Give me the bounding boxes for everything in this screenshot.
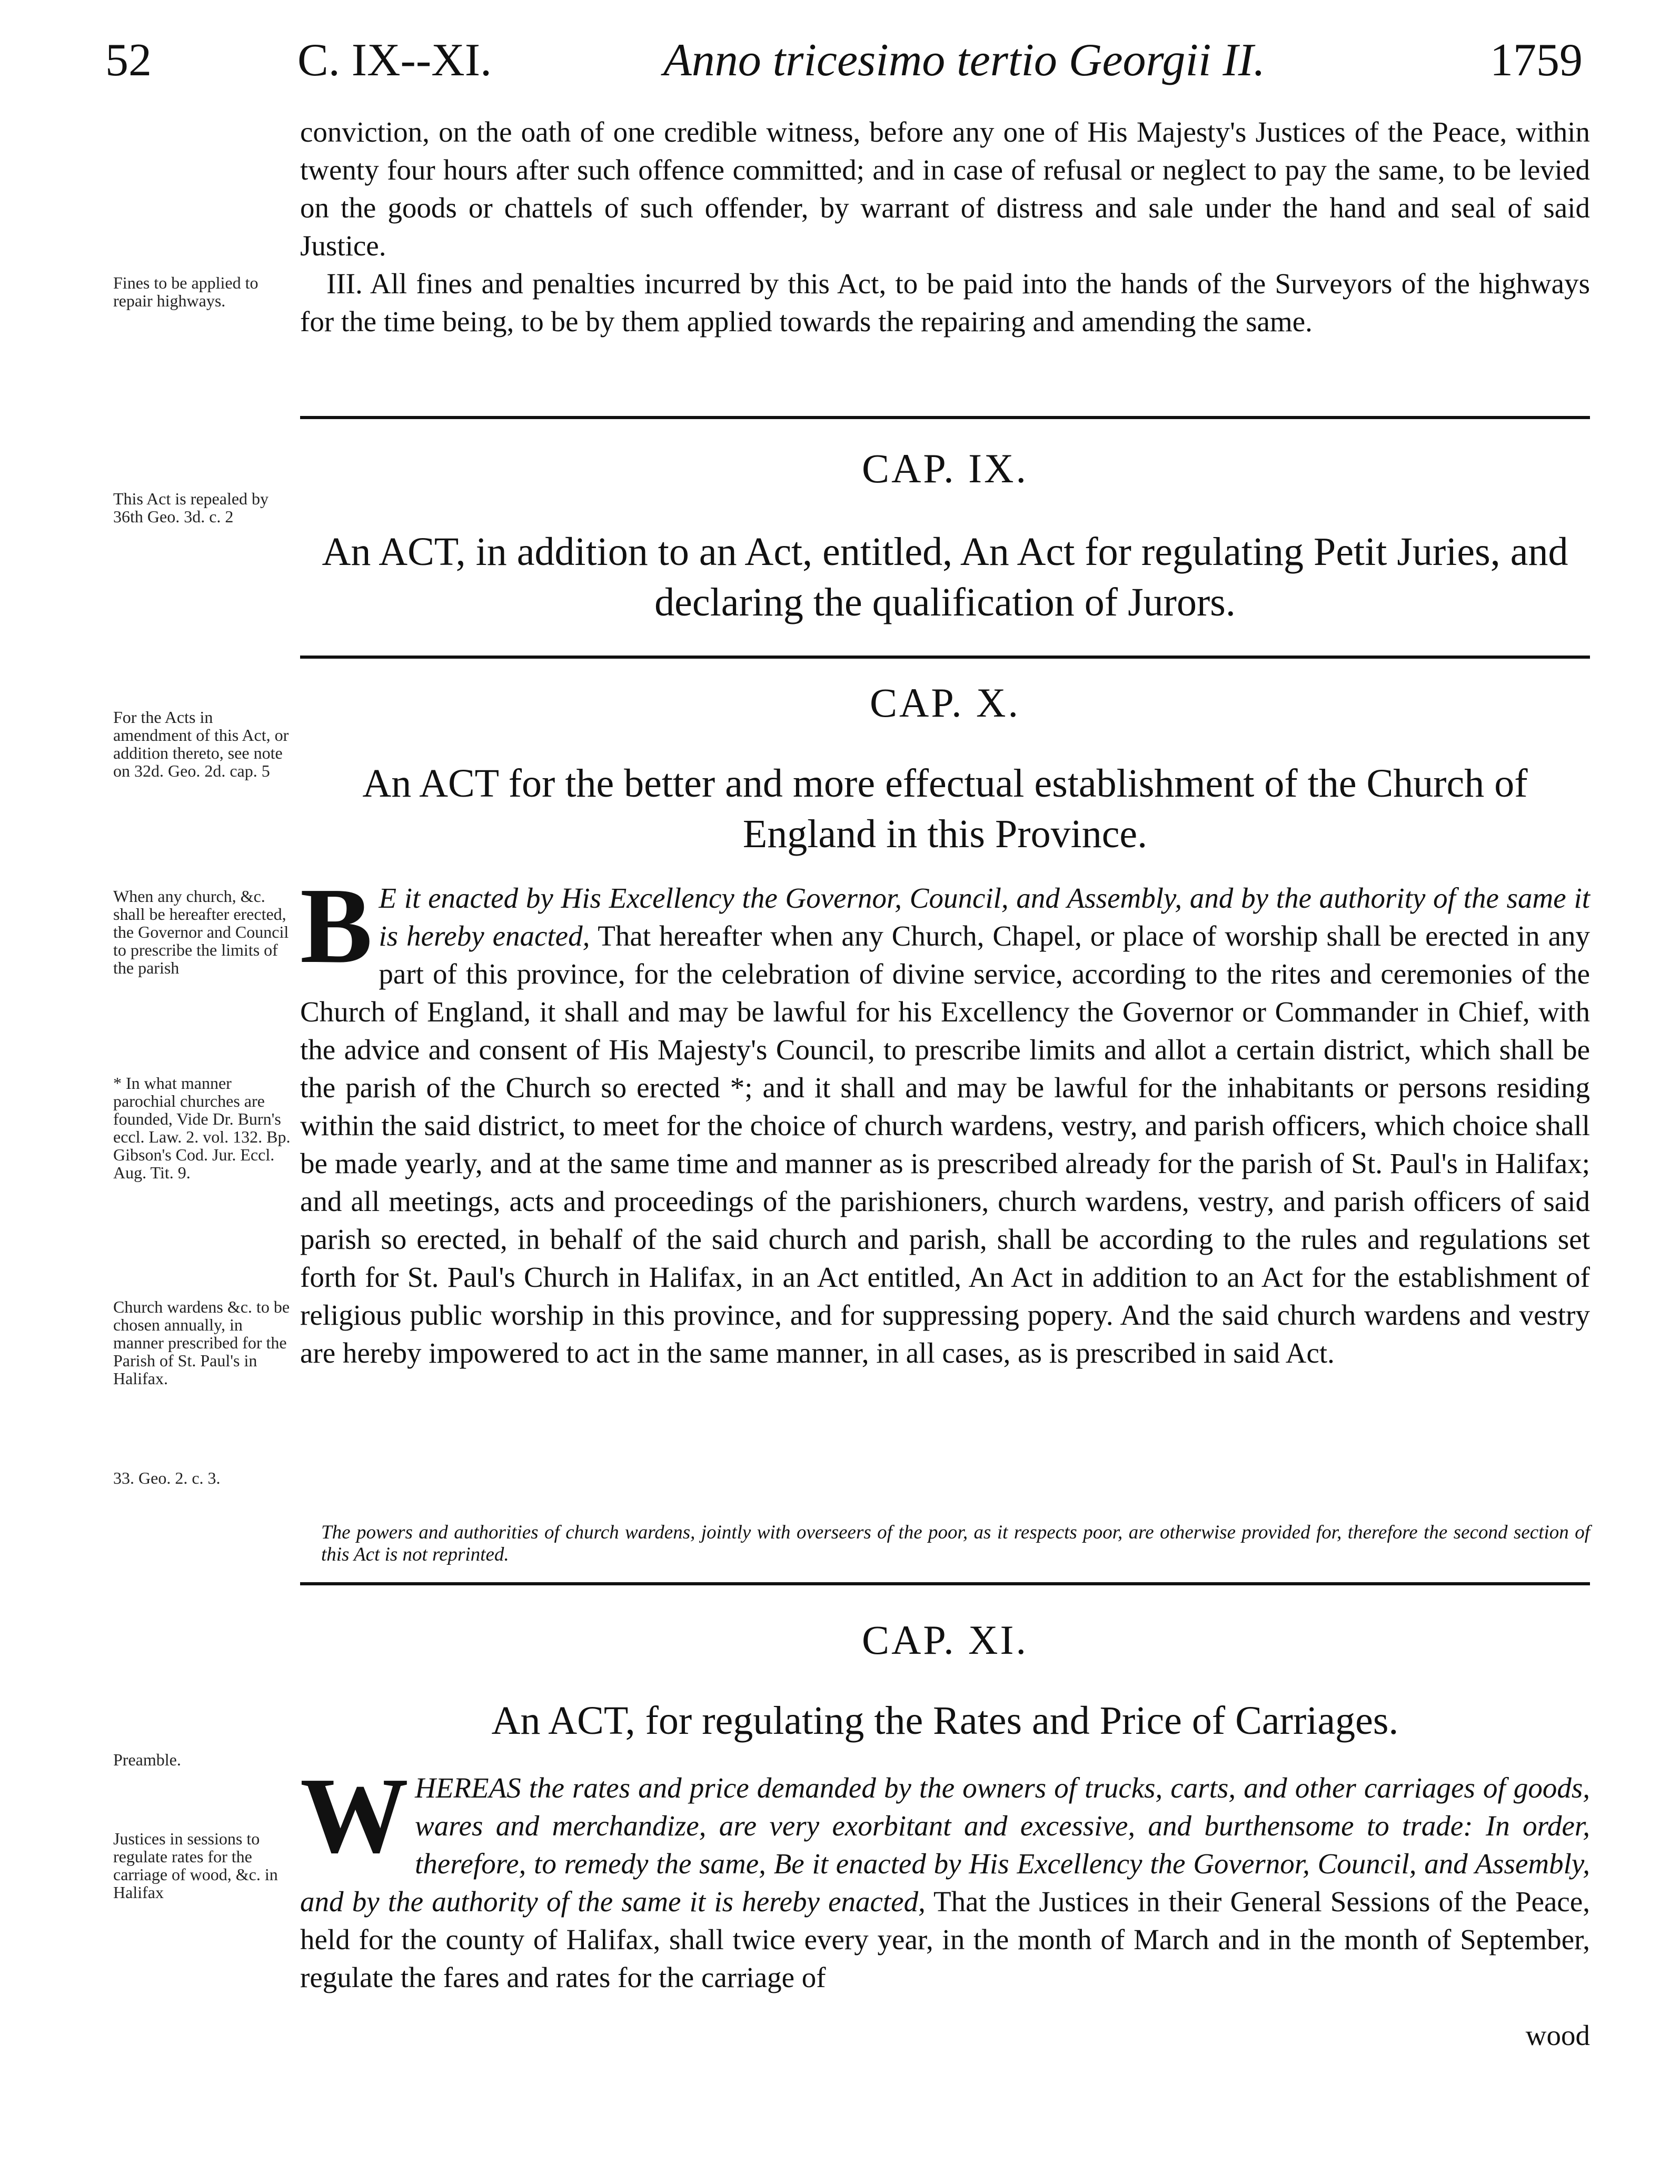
margin-note-wardens: Church wardens &c. to be chosen annually, in manner prescribed for the Parish of St. Paul's in Halifax.	[113, 1297, 290, 1388]
continuation-text	[300, 113, 1590, 341]
cap-9-title: An ACT, in addition to an Act, entitled, An Act for regulating Petit Juries, and declaring the qualification of Jurors.	[322, 530, 1568, 624]
margin-note-justices: Justices in sessions to regulate rates for the carriage of wood, &c. in Halifax	[113, 1829, 278, 1902]
cap-10-title: An ACT for the better and more effectual establishment of the Church of England in this Province.	[362, 761, 1528, 856]
margin-note-parochial: * In what manner parochial churches are founded, Vide Dr. Burn's eccl. Law. 2. vol. 132. Bp. Gibson's Cod. Jur. Eccl. Aug. Tit. 9.	[113, 1074, 291, 1182]
drop-cap: B	[300, 865, 373, 986]
divider-rule	[300, 416, 1590, 419]
body-text: That hereafter when any Church, Chapel, or place of worship shall be erected in any part of this province, for the celebration of divine service, according to the rites and ceremonies of the Church of England, it shall and may be lawful for his Excellency the Governor or Commander in Chief, with the advice and consent of His Majesty's Council, to prescribe limits and allot a certain district, which shall be the parish of the Church so erected *; and it shall and may be lawful for the inhabitants or persons residing within the said district, to meet for the choice of church wardens, vestry, and parish officers, which choice shall be made yearly, and at the same time and manner as is prescribed already for the parish of St. Paul's in Halifax; and all meetings, acts and proceedings of the parishioners, church wardens, vestry, and parish officers of said parish so erected, in behalf of the said church and parish, shall be according to the rules and regulations set forth for St. Paul's Church in Halifax, in an Act entitled, An Act in addition to an Act for the establishment of religious public worship in this province, and for suppressing popery. And the said church wardens and vestry are hereby impowered to act in the same manner, in all cases, as is prescribed in said Act.	[300, 920, 1590, 1369]
editorial-note: The powers and authorities of church wardens, jointly with overseers of the poor, as it respects poor, are otherwise provided for, therefore the second section of this Act is not reprinted.	[321, 1522, 1590, 1565]
enacting-clause: E it enacted by His Excellency the Governor, Council, and Assembly, and by the authority of the same it is hereby enacted,	[379, 882, 1590, 952]
margin-note-amendment: For the Acts in amendment of this Act, or addition thereto, see note on 32d. Geo. 2d. cap. 5	[113, 708, 289, 780]
running-title: Anno tricesimo tertio Georgii II.	[663, 35, 1266, 86]
header-year: 1759	[1490, 35, 1583, 86]
section-3: III. All fines and penalties incurred by this Act, to be paid into the hands of the Surveyors of the highways for the time being, to be by them applied towards the repairing and amending the same.	[300, 267, 1590, 337]
margin-note-preamble: Preamble.	[113, 1750, 181, 1769]
cap-11-body	[300, 1755, 1590, 1997]
cap-9-heading: CAP. IX.	[862, 445, 1028, 491]
continuation-paragraph: conviction, on the oath of one credible witness, before any one of His Majesty's Justices of the Peace, within twenty four hours after such offence committed; and in case of refusal or neglect to pay the same, to be levied on the goods or chattels of such offender, by warrant of distress and sale under the hand and seal of said Justice.	[300, 116, 1590, 262]
drop-cap: W	[300, 1755, 409, 1875]
margin-note-fines: Fines to be applied to repair highways.	[113, 273, 259, 310]
margin-note-ref: 33. Geo. 2. c. 3.	[113, 1468, 221, 1487]
margin-note-parish: When any church, &c. shall be hereafter erected, the Governor and Council to prescribe the limits of the parish	[113, 887, 289, 977]
chapter-range: C. IX--XI.	[297, 35, 492, 86]
body-text: That the Justices in their General Sessions of the Peace, held for the county of Halifax, shall twice every year, in the month of March and in the month of September, regulate the fares and rates for the carriage of	[300, 1885, 1590, 1993]
cap-11-heading: CAP. XI.	[862, 1617, 1028, 1663]
divider-rule	[300, 1582, 1590, 1585]
cap-11-title: An ACT, for regulating the Rates and Price of Carriages.	[491, 1699, 1399, 1743]
preamble-text: HEREAS the rates and price demanded by the owners of trucks, carts, and other carriages of goods, wares and merchandize, are very exorbitant and excessive, and burthensome to trade: In order, therefore, to remedy the same, Be it enacted by His Excellency the Governor, Council, and Assembly, and by the authority of the same it is hereby enacted,	[300, 1772, 1590, 1918]
catchword: wood	[1525, 2019, 1590, 2051]
cap-10-body	[300, 865, 1590, 1372]
margin-note-repealed: This Act is repealed by 36th Geo. 3d. c. 2	[113, 489, 269, 526]
cap-10-heading: CAP. X.	[870, 680, 1020, 726]
page-number: 52	[105, 35, 152, 86]
divider-rule	[300, 656, 1590, 659]
